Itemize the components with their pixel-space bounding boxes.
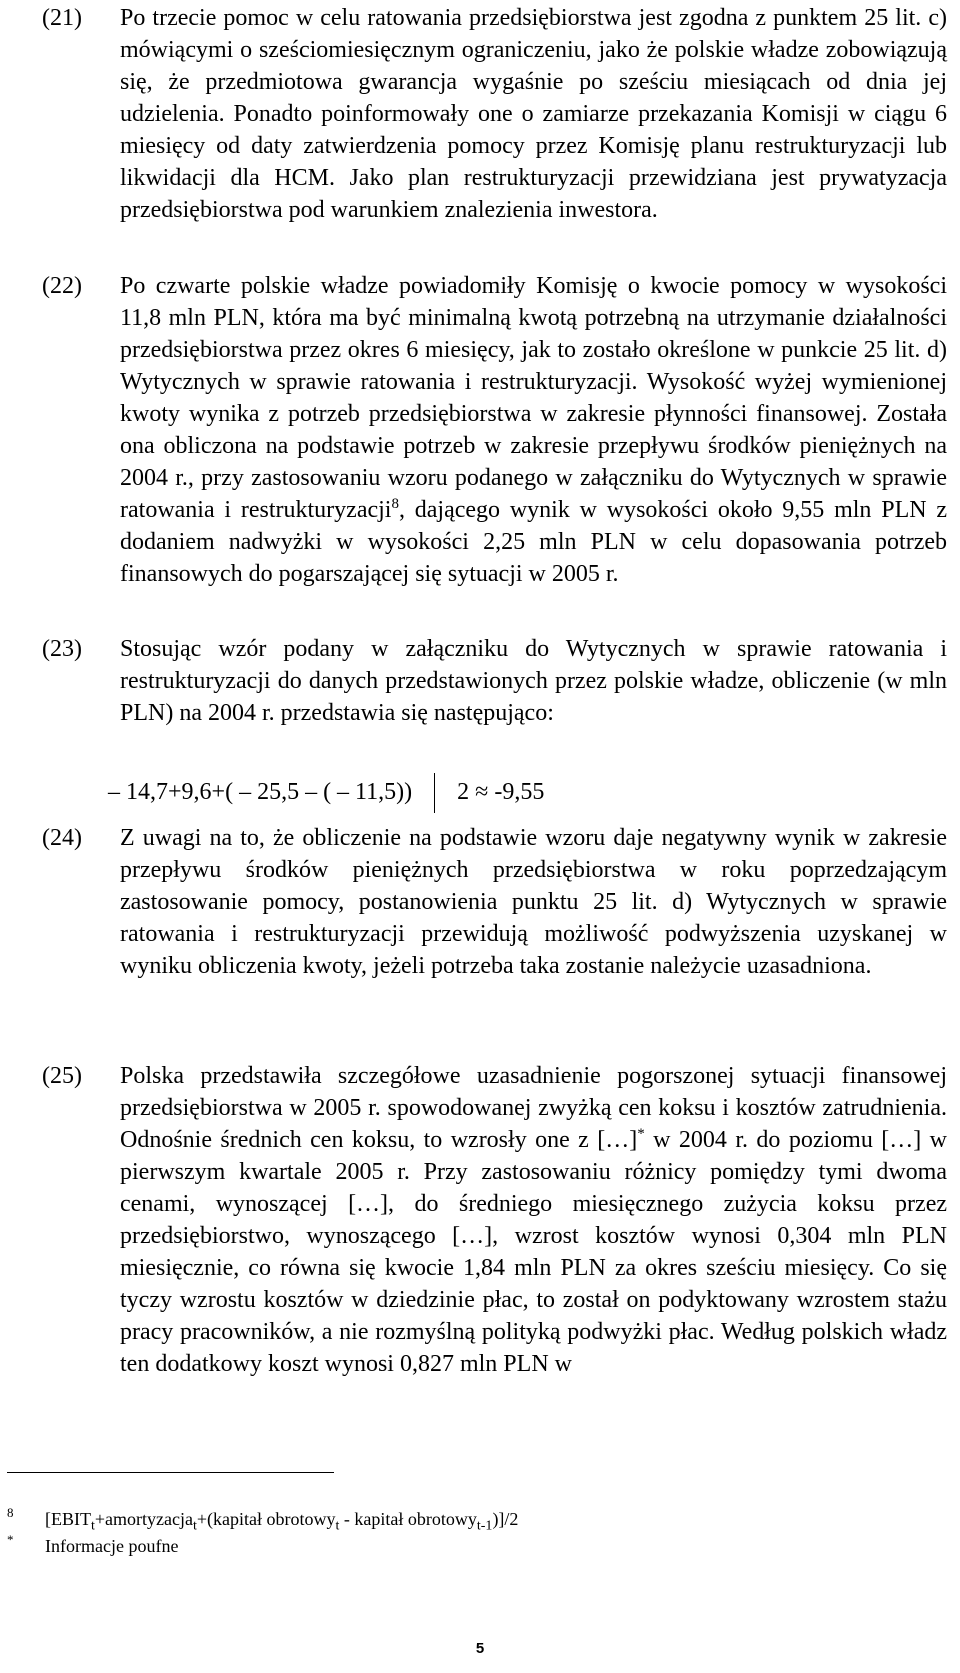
subscript: t bbox=[335, 1518, 340, 1534]
formula-fraction-bar bbox=[434, 773, 435, 813]
approx-sign: ≈ bbox=[475, 779, 489, 805]
footnote-mark: 8 bbox=[7, 1505, 14, 1520]
paragraph-24 bbox=[42, 822, 947, 982]
footnote-8 bbox=[7, 1505, 907, 1534]
footnote-text-part: +amortyzacja bbox=[94, 1509, 193, 1529]
footnote-text-part: )]/2 bbox=[492, 1509, 519, 1529]
paragraph-text: Z uwagi na to, że obliczenie na podstawie wzoru daje negatywny wynik w zakresie przepływu środków pieniężnych przedsiębiorstwa w roku poprzedzającym zastosowanie pomocy, postanowienia punktu 25 lit. d) Wytycznych w sprawie ratowania i restrukturyzacji przewidują możliwość podwyższenia uzyskanej w wyniku obliczenia kwoty, jeżeli potrzeba taka zostanie należycie uzasadniona. bbox=[120, 825, 947, 979]
formula-result: -9,55 bbox=[494, 779, 545, 805]
footnote-text bbox=[45, 1508, 907, 1534]
formula-numerator: – 14,7+9,6+( – 25,5 – ( – 11,5)) bbox=[108, 779, 413, 805]
footnote-mark: * bbox=[7, 1532, 14, 1547]
footnote-text: Informacje poufne bbox=[45, 1536, 179, 1556]
footnote-text-part: +(kapitał obrotowy bbox=[196, 1509, 336, 1529]
subscript: t bbox=[192, 1518, 197, 1534]
paragraph-25 bbox=[42, 1060, 947, 1380]
subscript: t-1 bbox=[476, 1518, 493, 1534]
paragraph-number: (22) bbox=[42, 273, 82, 299]
footnote-text-part: [EBIT bbox=[45, 1509, 91, 1529]
footnote-reference: 8 bbox=[391, 496, 399, 512]
paragraph-number: (23) bbox=[42, 636, 82, 662]
confidential-reference: * bbox=[637, 1126, 645, 1142]
paragraph-text-part: w 2004 r. do poziomu […] w pierwszym kwartale 2005 r. Przy zastosowaniu różnicy pomiędzy tymi dwoma cenami, wynoszącej […], do średniego miesięcznego zużycia koksu przez przedsiębiorstwo, wynoszącego […], wzrost kosztów wynosi 0,304 mln PLN miesięcznie, co równa się kwocie 1,84 mln PLN za okres sześciu miesięcy. Co się tyczy wzrostu kosztów w dziedzinie płac, to został on podyktowany wzrostem stażu pracy pracowników, a nie rozmyślną polityką podwyżki płac. Według polskich władz ten dodatkowy koszt wynosi 0,827 mln PLN w bbox=[120, 1127, 947, 1377]
paragraph-22 bbox=[42, 270, 947, 590]
subscript: t bbox=[90, 1518, 95, 1534]
paragraph-text bbox=[120, 270, 947, 590]
formula-divisor: 2 bbox=[457, 779, 470, 805]
paragraph-text: Po trzecie pomoc w celu ratowania przedsiębiorstwa jest zgodna z punktem 25 lit. c) mówiącymi o sześciomiesięcznym ograniczeniu, jako że polskie władze zobowiązują się, że przedmiotowa gwarancja wygaśnie po sześciu miesiącach od dnia jej udzielenia. Ponadto poinformowały one o zamiarze przekazania Komisji w ciągu 6 miesięcy od daty zatwierdzenia pomocy przez Komisję planu restrukturyzacji lub likwidacji dla HCM. Jako plan restrukturyzacji przewidziana jest prywatyzacja przedsiębiorstwa pod warunkiem znalezienia inwestora. bbox=[120, 5, 947, 223]
paragraph-number: (21) bbox=[42, 5, 82, 31]
paragraph-number: (24) bbox=[42, 825, 82, 851]
paragraph-text: Stosując wzór podany w załączniku do Wytycznych w sprawie ratowania i restrukturyzacji do danych przedstawionych przez polskie władze, obliczenie (w mln PLN) na 2004 r. przedstawia się następująco: bbox=[120, 636, 947, 726]
paragraph-text-part: Polska przedstawiła szczegółowe uzasadnienie pogorszonej sytuacji finansowej przedsiębiorstwa w 2005 r. spowodowanej zwyżką cen koksu i kosztów zatrudnienia. Odnośnie średnich cen koksu, to wzrosły one z […] bbox=[120, 1063, 947, 1153]
footnote-text-part: - kapitał obrotowy bbox=[339, 1509, 477, 1529]
page-number: 5 bbox=[475, 1640, 485, 1657]
paragraph-number: (25) bbox=[42, 1063, 82, 1089]
paragraph-text-part: Po czwarte polskie władze powiadomiły Komisję o kwocie pomocy w wysokości 11,8 mln PLN, która ma być minimalną kwotą potrzebną na utrzymanie działalności przedsiębiorstwa przez okres 6 miesięcy, jak to zostało określone w punkcie 25 lit. d) Wytycznych w sprawie ratowania i restrukturyzacji. Wysokość wyżej wymienionej kwoty wynika z potrzeb przedsiębiorstwa w zakresie płynności finansowej. Została ona obliczona na podstawie potrzeb w zakresie przepływu środków pieniężnych na 2004 r., przy zastosowaniu wzoru podanego w załączniku do Wytycznych w sprawie ratowania i restrukturyzacji bbox=[120, 273, 947, 523]
paragraph-21 bbox=[42, 2, 947, 226]
footnote-separator bbox=[7, 1472, 334, 1473]
paragraph-text-part: , dającego wynik w wysokości około 9,55 mln PLN z dodaniem nadwyżki w wysokości 2,25 mln PLN w celu dopasowania potrzeb finansowych do pogarszającej się sytuacji w 2005 r. bbox=[120, 497, 948, 587]
cash-flow-formula bbox=[108, 772, 544, 812]
paragraph-text bbox=[120, 1060, 947, 1380]
footnote-confidential bbox=[7, 1532, 907, 1557]
paragraph-23 bbox=[42, 633, 947, 729]
